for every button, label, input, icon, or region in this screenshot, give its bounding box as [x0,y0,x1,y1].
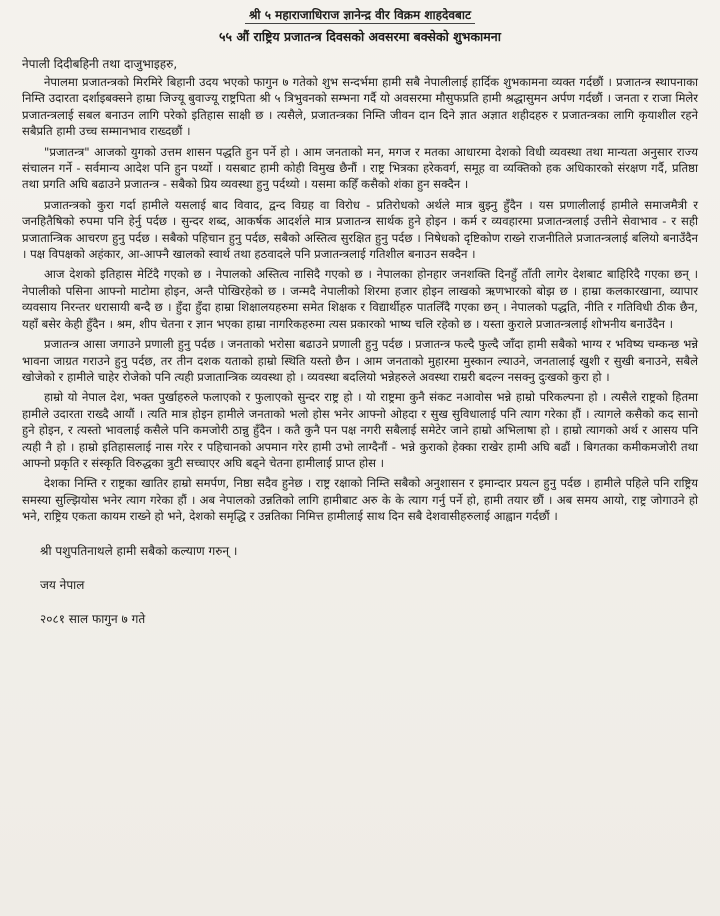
paragraph-6: हाम्रो यो नेपाल देश, भक्त पुर्खाहरुले फलाएको र फुलाएको सुन्दर राष्ट्र हो । यो राष्ट्रमा कुनै संकट नआवोस भन्ने हाम्रो परिकल्पना हो । त्यसैले राष्ट्रको हितमा हामीले उदारता राख्दै आयौं । त्यति मात्र होइन हामीले जनताको भलो होस भनेर आफ्नो ओहदा र सुख सुविधालाई पनि त्याग गरेका हौं । त्यागले कसैको कद सानो हुने होइन, र त्यस्तो भावलाई कसैले पनि कमजोरी ठान्नु हुँदैन । कतै कुनै पन पक्ष नगरी सबैलाई समेटेर जाने हाम्रो अभिलाषा हो । हाम्रो त्यागको अर्थ र आसय पनि त्यही नै हो । हाम्रो इतिहासलाई नास गरेर र पहिचानको अपमान गरेर हामी उभो लाग्दैनौं - भन्ने कुराको हेक्का राखेर हामी अघि बढौं । बिगतका कमीकमजोरी तथा आफ्नो प्रकृति र संस्कृति विरुद्धका त्रुटी सच्चाएर अघि बढ्ने चेतना हामीलाई प्राप्त होस । [22,390,698,470]
paragraph-4: आज देशको इतिहास मेटिंदै गएको छ । नेपालको अस्तित्व नासिदै गएको छ । नेपालका होनहार जनशक्ति दिनहुँ ताँती लागेर देशबाट बाहिरिदै गएका छन् । नेपालीको पसिना आफ्नो माटोमा होइन, अन्तै पोखिरहेको छ । जन्मदै नेपालीको शिरमा हजार होइन लाखको ऋणभारको बोझ छ । हाम्रा कलकारखाना, व्यापार व्यवसाय निरन्तर धरासायी बन्दै छ । हुँदा हुँदा हाम्रा शिक्षालयहरुमा समेत शिक्षक र विद्यार्थीहरु पातलिँदै गएका छन् । नेपालको पद्धति, नीति र गतिविधी ठीक छैन, यहाँ बसेर केही हुँदैन । श्रम, शीप चेतना र ज्ञान भएका हाम्रा नागरिकहरुमा त्यस प्रकारको भाष्य चलि रहेको छ । यस्ता कुराले प्रजातन्त्रलाई शोभनीय बनाउँदैन । [22,267,698,331]
paragraph-2: "प्रजातन्त्र" आजको युगको उत्तम शासन पद्धति हुन पर्ने हो । आम जनताको मन, मगज र मतका आधारमा देशको विधी व्यवस्था तथा मान्यता अनुसार राज्य संचालन गर्ने - सर्वमान्य आदेश पनि हुन पर्थ्यो । यसबाट हामी कोही विमुख छैनौं । राष्ट्र भित्रका हरेकवर्ग, समूह वा व्यक्तिको हक अधिकारको संरक्षण गर्दै, प्रतिष्ठा तथा प्रगति अघि बढाउने प्रजातन्त्र - सबैको प्रिय व्यवस्था हुनु पर्दथ्यो । यसमा कहिँ कसैको शंका हुन सक्दैन । [22,144,698,192]
document-title: ५५ औं राष्ट्रिय प्रजातन्त्र दिवसको अवसरमा बक्सेको शुभकामना [219,29,501,44]
paragraph-7: देशका निम्ति र राष्ट्रका खातिर हाम्रो समर्पण, निष्ठा सदैव हुनेछ । राष्ट्र रक्षाको निम्ति सबैको अनुशासन र इमान्दार प्रयत्न हुनु पर्दछ । हामीले पहिले पनि राष्ट्रिय समस्या सुल्झियोस भनेर त्याग गरेका हौं । अब नेपालको उन्नतिको लागि हामीबाट अरु के के त्याग गर्नु पर्ने हो, हामी तयार छौं । अब समय आयो, राष्ट्र जोगाउने हो भने, राष्ट्रिय एकता कायम राख्ने हो भने, देशको समृद्धि र उन्नतिका निमित्त हामीलाई साथ दिन सबै देशवासीहरुलाई आह्वान गर्दछौं । [22,476,698,524]
message-body [22,74,698,525]
paragraph-1: नेपालमा प्रजातन्त्रको मिरमिरे बिहानी उदय भएको फागुन ७ गतेको शुभ सन्दर्भमा हामी सबै नेपालीलाई हार्दिक शुभकामना व्यक्त गर्दछौं । प्रजातन्त्र स्थापनाका निम्ति उदारता दर्शाइबक्सने हाम्रा जिज्यू बुवाज्यू राष्ट्रपिता श्री ५ त्रिभुवनको सम्भना गर्दै यो अवसरमा मौसुफप्रति हामी श्रद्धासुमन अर्पण गर्दछौं । जनता र राजा मिलेर प्रजातन्त्रलाई सबल बनाउन लागि परेको इतिहास साक्षी छ । त्यसैले, प्रजातन्त्रका निम्ति जीवन दान दिने ज्ञात अज्ञात शहीदहरु र प्रजातन्त्रका लागि कृयाशील रहने सबैप्रति हामी उच्च सम्मानभाव राख्दछौं । [22,75,698,139]
issuer-line: श्री ५ महाराजाधिराज ज्ञानेन्द्र वीर विक्रम शाहदेवबाट [245,8,475,24]
jay-nepal: जय नेपाल [40,577,85,592]
document-header [22,4,698,46]
paragraph-3: प्रजातन्त्रको कुरा गर्दा हामीले यसलाई बाद विवाद, द्वन्द विग्रह वा विरोध - प्रतिरोधको अर्थले मात्र बुझ्नु हुँदैन । यस प्रणालीलाई हामीले समाजमैत्री र जनहितैषिको रुपमा पनि हेर्नु पर्दछ । सुन्दर शब्द, आकर्षक आदर्शले मात्र प्रजातन्त्र सार्थक हुने होइन । कर्म र व्यवहारमा प्रजातन्त्रलाई उत्तीने सेवाभाव - र सही प्रजातान्त्रिक आचरण हुनु पर्दछ । सबैको पहिचान हुनु पर्दछ, सबैको अस्तित्व सुरक्षित हुनु पर्दछ । निषेधको दृष्टिकोण राख्ने राजनीतिले प्रजातन्त्रलाई बलियो बनाउँदैन । पक्ष विपक्षको अहंकार, आ-आफ्नै खालको स्वार्थ तथा हठवादले पनि प्रजातन्त्रलाई गतिशील बनाउन सक्दैन । [22,197,698,262]
paragraph-5: प्रजातन्त्र आसा जगाउने प्रणाली हुनु पर्दछ । जनताको भरोसा बढाउने प्रणाली हुनु पर्दछ । प्रजातन्त्र फल्दै फुल्दै जाँदा हामी सबैको भाग्य र भविष्य चम्कन्छ भन्ने भावना जाग्रत गराउने हुनु पर्दछ, तर तीन दशक यताको हाम्रो स्थिति यस्तो छैन । आम जनताको मुहारमा मुस्कान ल्याउने, जनतालाई खुशी र सुखी बनाउने, सबैले खोजेको र हामीले चाहेर रोजेको पनि त्यही प्रजातान्त्रिक व्यवस्था हो । व्यवस्था बदलियो भन्नेहरुले अवस्था राम्ररी बदल्न नसक्नु दुःखको कुरा हो । [22,337,698,384]
date-line: २०८१ साल फागुन ७ गते [40,611,146,626]
closing-blessing: श्री पशुपतिनाथले हामी सबैको कल्याण गरुन् । [40,543,238,558]
salutation: नेपाली दिदीबहिनी तथा दाजुभाइहरु, [22,57,178,71]
